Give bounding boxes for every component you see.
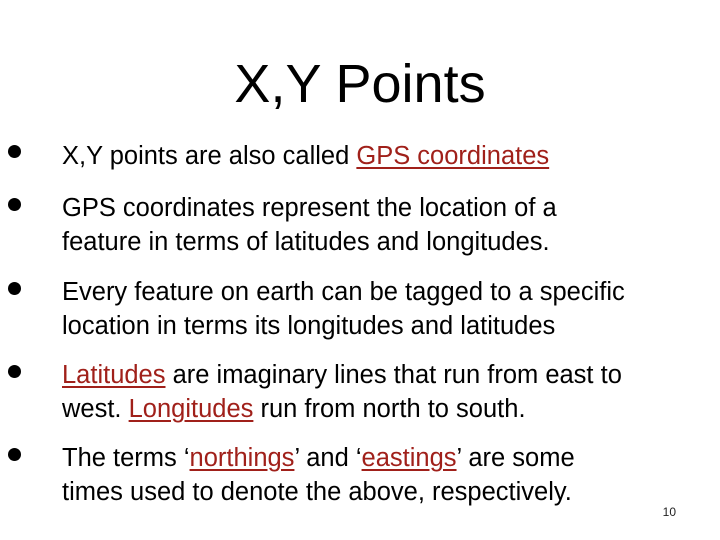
eastings-link[interactable]: eastings	[361, 444, 457, 472]
longitudes-link[interactable]: Longitudes	[128, 395, 254, 423]
bullet-5-text-2: ’ and ‘	[294, 444, 362, 472]
bullet-4-text-1: are imaginary lines that run from east to	[165, 361, 622, 389]
bullet-2-line-2: feature in terms of latitudes and longitudes.	[62, 228, 550, 256]
latitudes-link[interactable]: Latitudes	[62, 361, 166, 389]
bullet-3-line-2: location in terms its longitudes and latitudes	[62, 312, 556, 340]
bullet-5-line-2: times used to denote the above, respectively.	[62, 478, 572, 506]
bullet-item-2	[62, 191, 692, 259]
bullet-2-line-1: GPS coordinates represent the location of a	[62, 194, 557, 222]
northings-link[interactable]: northings	[189, 444, 295, 472]
page-number: 10	[662, 505, 676, 519]
bullet-dot-icon	[8, 198, 21, 211]
bullet-5-text-1: The terms ‘	[62, 444, 190, 472]
bullet-dot-icon	[8, 365, 21, 378]
bullet-1-text: X,Y points are also called	[62, 142, 357, 170]
bullet-dot-icon	[8, 282, 21, 295]
bullet-item-5	[62, 441, 692, 509]
gps-coordinates-link[interactable]: GPS coordinates	[356, 142, 550, 170]
bullet-4-line-2	[62, 392, 692, 426]
bullet-item-4	[62, 358, 692, 426]
bullet-4-text-3: run from north to south.	[253, 395, 526, 423]
bullet-4-line-1	[62, 358, 692, 392]
bullet-dot-icon	[8, 448, 21, 461]
bullet-dot-icon	[8, 145, 21, 158]
bullet-5-text-3: ’ are some	[456, 444, 575, 472]
bullet-item-3	[62, 275, 692, 343]
bullet-5-line-1	[62, 441, 692, 475]
slide-title: X,Y Points	[234, 54, 486, 114]
bullet-4-text-2: west.	[62, 395, 129, 423]
bullet-item-1	[62, 139, 692, 173]
bullet-3-line-1: Every feature on earth can be tagged to a specific	[62, 278, 625, 306]
